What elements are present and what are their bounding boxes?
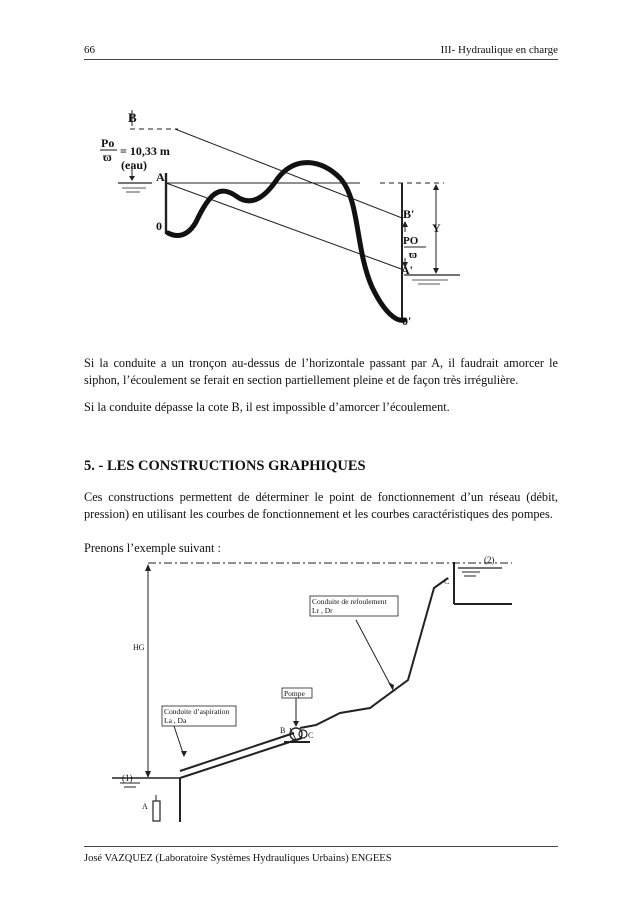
- section-title: 5. - LES CONSTRUCTIONS GRAPHIQUES: [84, 458, 366, 474]
- footer-text: José VAZQUEZ (Laboratoire Systèmes Hydrauliques Urbains) ENGEES: [84, 853, 392, 864]
- fig2-label-A: A: [142, 802, 148, 811]
- fig2-aspiration-params: La , Da: [164, 716, 187, 725]
- fig2-label-C: C: [308, 731, 314, 740]
- fig1-po-denominator: ϖ: [103, 150, 112, 164]
- fig1-label-B: B: [128, 110, 137, 125]
- fig2-aspiration-title: Conduite d’aspiration: [164, 707, 230, 716]
- fig2-label-HG: HG: [133, 643, 145, 652]
- paragraph-cote-b: Si la conduite dépasse la cote B, il est impossible d’amorcer l’écoulement.: [84, 400, 450, 414]
- paragraph-siphon-priming: Si la conduite a un tronçon au-dessus de l’horizontale passant par A, il faudrait amorcer le siphon, l’écoulement se ferait en section partiellement pleine et de façon très irrégulière.: [84, 356, 558, 387]
- fig1-po-numerator: Po: [101, 136, 115, 150]
- fig1-label-A: A: [156, 170, 165, 184]
- fig1-label-zero-prime: 0': [402, 314, 412, 328]
- paragraph-example-intro: Prenons l’exemple suivant :: [84, 541, 221, 555]
- fig1-label-Y: Y: [432, 221, 441, 235]
- fig2-refoulement-title: Conduite de refoulement: [312, 597, 387, 606]
- fig1-eau-label: (eau): [121, 158, 147, 172]
- fig1-po2-denominator: ϖ: [409, 249, 418, 261]
- fig2-label-B: B: [280, 726, 286, 735]
- fig2-refoulement-params: Lr , Dr: [312, 606, 333, 615]
- fig1-label-A-prime: A': [401, 263, 413, 277]
- fig2-pompe-label: Pompe: [284, 689, 305, 698]
- chapter-title: III- Hydraulique en charge: [440, 44, 558, 56]
- fig2-label-reservoir-2: (2): [484, 555, 495, 565]
- fig1-label-zero: 0: [156, 219, 162, 233]
- fig1-po2-numerator: PO: [403, 235, 419, 247]
- paragraph-constructions: Ces constructions permettent de déterminer le point de fonctionnement d’un réseau (débit, pression) en utilisant les courbes de fonctionnement et les courbes caractéristiques des pompes.: [84, 490, 558, 521]
- footer-rule: [84, 846, 558, 847]
- fig2-label-reservoir-1: (1): [122, 773, 133, 783]
- fig1-label-B-prime: B': [403, 207, 415, 221]
- fig2-label-C-top: C: [444, 577, 450, 586]
- page-number: 66: [84, 44, 95, 56]
- fig1-po-value: = 10,33 m: [120, 144, 170, 158]
